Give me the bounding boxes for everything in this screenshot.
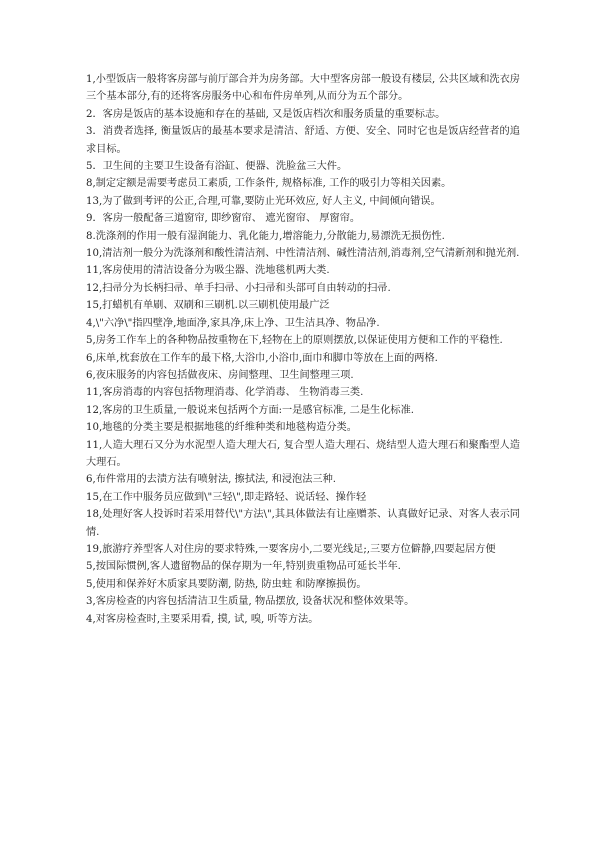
paragraph-15: 6,床单,枕套放在工作车的最下格,大浴巾,小浴巾,面巾和脚巾等放在上面的两格.	[86, 352, 438, 364]
paragraph-3: 3．消费者选择, 衡量饭店的最基本要求是清洁、舒适、方便、安全、同时它也是饭店经营者的追求目标。	[86, 126, 520, 155]
paragraph-21: 6,布件常用的去渍方法有喷射法, 擦拭法, 和浸泡法三种.	[86, 474, 337, 486]
document-body	[86, 71, 520, 628]
paragraph-27: 3,客房检查的内容包括清洁卫生质量, 物品摆放, 设备状况和整体效果等。	[86, 596, 415, 608]
paragraph-9: 10,清洁剂一般分为洗涤剂和酸性清洁剂、中性清洁剂、碱性清洁剂,消毒剂,空气清新剂和抛光剂.	[86, 248, 520, 260]
paragraph-8: 8.洗涤剂的作用一般有湿润能力、乳化能力,增溶能力,分散能力,易漂洗无损伤性.	[86, 230, 445, 242]
paragraph-24: 19,旅游疗养型客人对住房的要求特殊,一要客房小,二要光线足;,三要方位僻静,四要起居方便	[86, 543, 496, 555]
paragraph-10: 11,客房使用的清洁设备分为吸尘器、洗地毯机两大类.	[86, 265, 330, 277]
paragraph-16: 6,夜床服务的内容包括做夜床、房间整理、卫生间整理三项.	[86, 369, 354, 381]
paragraph-26: 5,使用和保养好木质家具要防潮, 防热, 防虫蛀 和防摩擦损伤。	[86, 578, 367, 590]
paragraph-7: 9．客房一般配备三道窗帘, 即纱窗帘、 遮光窗帘、 厚窗帘。	[86, 213, 361, 225]
paragraph-4: 5．卫生间的主要卫生设备有浴缸、便器、洗脸盆三大件。	[86, 161, 348, 173]
paragraph-18: 12,客房的卫生质量,一般说来包括两个方面:一是感官标准, 二是生化标准.	[86, 404, 415, 416]
paragraph-11: 12,扫帚分为长柄扫帚、单手扫帚、小扫帚和头部可自由转动的扫帚.	[86, 282, 391, 294]
paragraph-28: 4,对客房检查时,主要采用看, 摸, 试, 嗅, 听等方法。	[86, 613, 319, 625]
paragraph-1: 1,小型饭店一般将客房部与前厅部合并为房务部。大中型客房部一般设有楼层, 公共区域和洗衣房三个基本部分,有的还将客房服务中心和布件房单列,从而分为五个部分。	[86, 74, 520, 103]
paragraph-13: 4,\"六净\"指四壁净,地面净,家具净,床上净、卫生洁具净、物品净.	[86, 317, 380, 329]
paragraph-12: 15,打蜡机有单刷、双刷和三刷机.以三刷机使用最广泛	[86, 300, 330, 312]
paragraph-23: 18,处理好客人投诉时若采用替代\"方法\",其具体做法有让座赠茶、认真做好记录、对客人表示同情.	[86, 509, 520, 538]
paragraph-5: 8,制定定额是需要考虑员工素质, 工作条件, 规格标准, 工作的吸引力等相关因素。	[86, 178, 452, 190]
paragraph-6: 13,为了做到考评的公正,合理,可靠,要防止光环效应, 好人主义, 中间倾向错误。	[86, 195, 441, 207]
paragraph-20: 11,人造大理石又分为水泥型人造大理大石, 复合型人造大理石、烧结型人造大理石和聚酯型人造大理石。	[86, 439, 520, 468]
paragraph-2: 2．客房是饭店的基本设施和存在的基础, 又是饭店档次和服务质量的重要标志。	[86, 108, 446, 120]
paragraph-14: 5,房务工作车上的各种物品按重物在下,轻物在上的原则摆放,以保证使用方便和工作的平稳性.	[86, 335, 503, 347]
paragraph-25: 5,按国际惯例,客人遗留物品的保存期为一年,特别贵重物品可延长半年.	[86, 561, 401, 573]
paragraph-22: 15,在工作中服务员应做到\"三轻\",即走路轻、说话轻、操作轻	[86, 491, 367, 503]
paragraph-19: 10,地毯的分类主要是根据地毯的纤维种类和地毯构造分类。	[86, 422, 357, 434]
paragraph-17: 11,客房消毒的内容包括物理消毒、化学消毒、 生物消毒三类.	[86, 387, 364, 399]
